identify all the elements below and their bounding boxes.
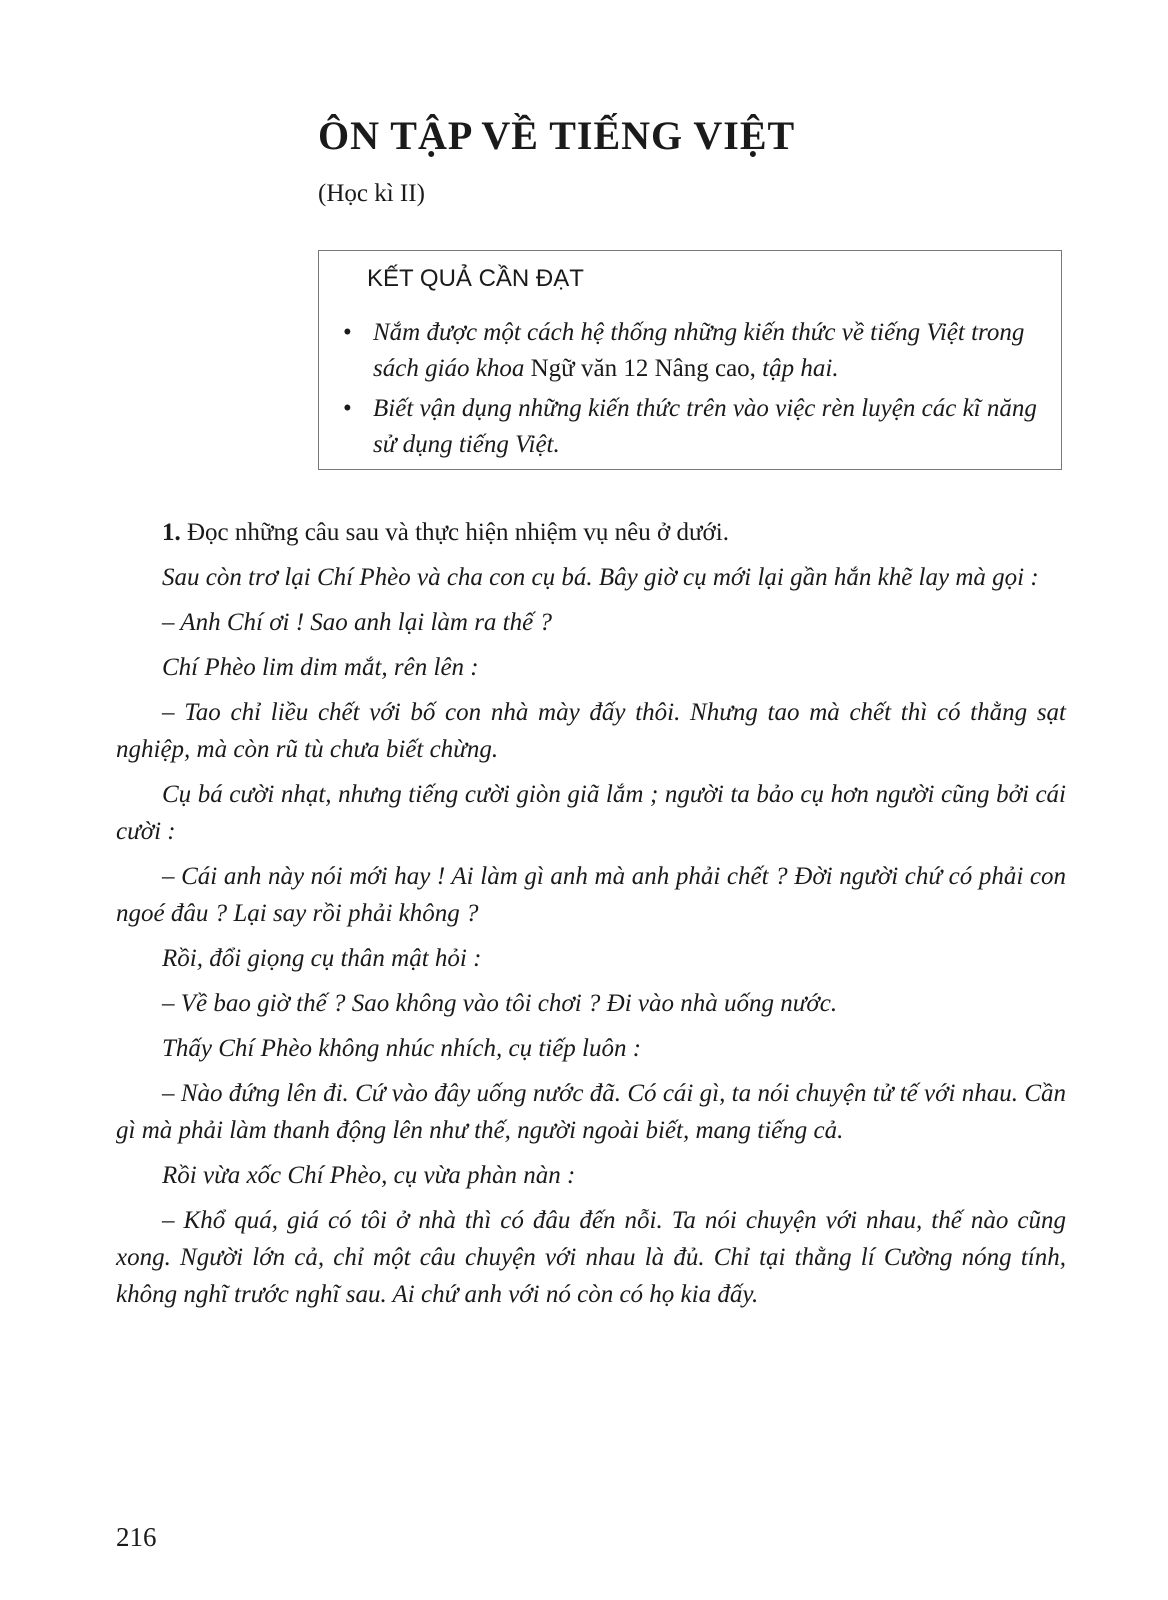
goal-text: Nắm được một cách hệ thống những kiến thức về tiếng Việt trong sách giáo khoa Ngữ văn 12 Nâng cao, tập hai. (373, 319, 1025, 382)
goal-item (341, 315, 1041, 387)
goals-heading: KẾT QUẢ CẦN ĐẠT (367, 265, 584, 292)
page-subtitle: (Học kì II) (318, 180, 425, 207)
page-number: 216 (116, 1522, 157, 1552)
passage-paragraph: Chí Phèo lim dim mắt, rên lên : (162, 654, 479, 681)
passage-paragraph: – Về bao giờ thế ? Sao không vào tôi chơi ? Đi vào nhà uống nước. (162, 990, 838, 1017)
passage-paragraph: – Nào đứng lên đi. Cứ vào đây uống nước đã. Có cái gì, ta nói chuyện tử tế với nhau. Cần gì mà phải làm thanh động lên như thế, người ngoài biết, mang tiếng cả. (116, 1080, 1066, 1144)
exercise-number: 1. (162, 519, 181, 546)
learning-goals-box (318, 250, 1062, 470)
passage-paragraph: – Tao chỉ liều chết với bố con nhà mày đấy thôi. Nhưng tao mà chết thì có thằng sạt nghiệp, mà còn rũ tù chưa biết chừng. (116, 699, 1066, 763)
page-title: ÔN TẬP VỀ TIẾNG VIỆT (318, 113, 796, 158)
passage-paragraph: – Khổ quá, giá có tôi ở nhà thì có đâu đến nỗi. Ta nói chuyện với nhau, thế nào cũng xong. Người lớn cả, chỉ một câu chuyện với nhau là đủ. Chỉ tại thằng lí Cường nóng tính, không nghĩ trước nghĩ sau. Ai chứ anh với nó còn có họ kia đấy. (116, 1207, 1066, 1308)
passage-paragraph: – Anh Chí ơi ! Sao anh lại làm ra thế ? (162, 609, 552, 636)
exercise-instruction: 1. Đọc những câu sau và thực hiện nhiệm vụ nêu ở dưới. (162, 519, 729, 546)
goal-item (341, 391, 1041, 463)
passage-paragraph: Rồi, đổi giọng cụ thân mật hỏi : (162, 945, 482, 972)
goal-text: Biết vận dụng những kiến thức trên vào việc rèn luyện các kĩ năng sử dụng tiếng Việt. (373, 395, 1037, 458)
passage-paragraph: Rồi vừa xốc Chí Phèo, cụ vừa phàn nàn : (162, 1162, 576, 1189)
passage-paragraph: – Cái anh này nói mới hay ! Ai làm gì anh mà anh phải chết ? Đời người chứ có phải con ngoé đâu ? Lại say rồi phải không ? (116, 863, 1066, 927)
passage-paragraph: Sau còn trơ lại Chí Phèo và cha con cụ bá. Bây giờ cụ mới lại gần hắn khẽ lay mà gọi : (162, 564, 1039, 591)
passage-paragraph: Cụ bá cười nhạt, nhưng tiếng cười giòn giã lắm ; người ta bảo cụ hơn người cũng bởi cái cười : (116, 781, 1066, 845)
bullet-icon: • (343, 319, 352, 346)
passage-paragraph: Thấy Chí Phèo không nhúc nhích, cụ tiếp luôn : (162, 1035, 642, 1062)
exercise-content (116, 514, 1066, 1321)
bullet-icon: • (343, 395, 352, 422)
